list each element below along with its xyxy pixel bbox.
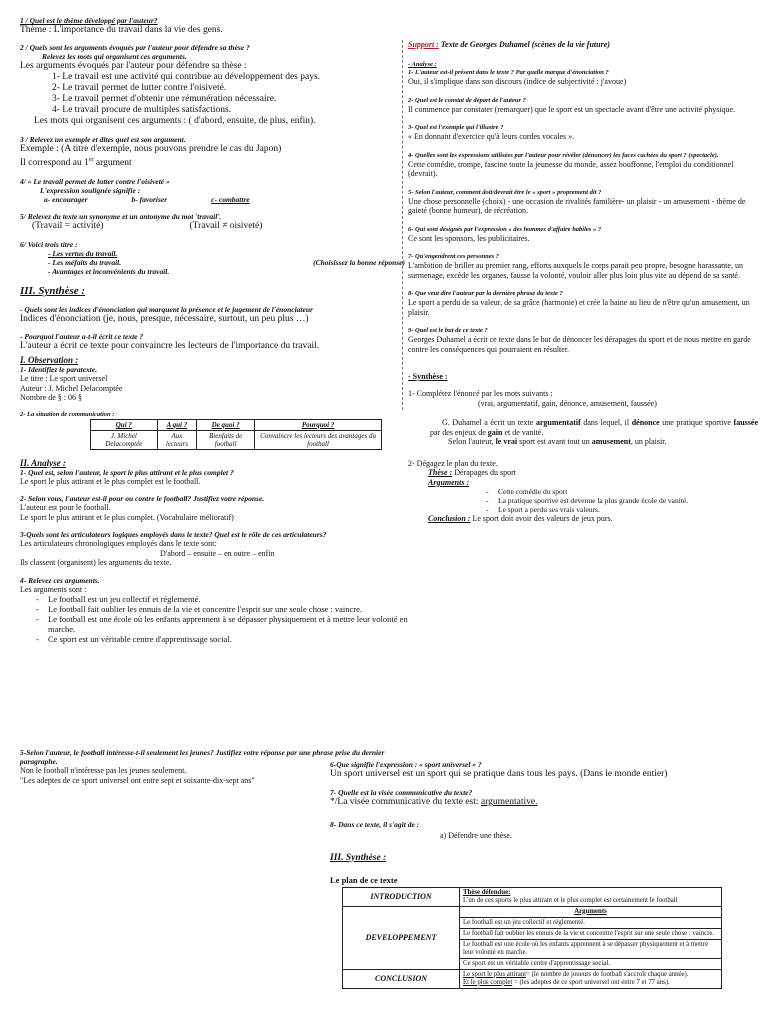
right-analyse-heading: - Analyse : <box>408 61 437 68</box>
question-5: 5/ Relevez du texte un synonyme et un antonyme du mot 'travail'. <box>20 212 222 222</box>
paratext-author: Auteur : J. Michel Delacomptée <box>20 383 123 393</box>
bottom-right-block <box>330 760 755 989</box>
analyse-answer-5b: "Les adeptes de ce sport universel ont entre sept et soixante-dix-sept ans" <box>20 775 255 785</box>
question-4: 4/ « Le travail permet de lutter contre l'oisiveté » <box>20 177 170 187</box>
communication-table <box>90 419 382 450</box>
analyse-answer-2b: Le sport le plus attirant et le plus complet. (Vocabulaire mélioratif) <box>20 512 234 522</box>
right-question-5: 5- Selon l'auteur, comment doit/devrait être le « sport » proprement dit ? <box>408 188 602 196</box>
title-option: - Les méfaits du travail. (Choisissez la bonne réponse) <box>48 258 405 268</box>
left-column-top <box>20 16 408 645</box>
right-answer-2: Il commence par constater (remarquer) que le sport est un spectacle avant d'être une activité physique. <box>408 104 736 114</box>
observation-question-2: 2- La situation de communication : <box>20 410 115 418</box>
right-answer-7: L'ambition de briller au premier rang, efforts auxquels le corps parait peu propre, besogne harassante, un surmenage, excède les organes, fausse la volonté, vouloir aller plus loin plus vite au dépend de sa santé. <box>408 261 743 280</box>
right-question-3: 3- Quel est l'exemple qui l'illustre ? <box>408 124 504 131</box>
right-answer-1: Oui, il s'implique dans son discours (indice de subjectivité : j'avoue) <box>408 77 627 86</box>
option-b: b- favoriser <box>131 195 168 205</box>
paratext-title: Le titre : Le sport universel <box>20 374 108 384</box>
answer-2-item: 4- Le travail procure de multiples satisfactions. <box>52 105 232 115</box>
answer-1: Thème : L'importance du travail dans la vie des gens. <box>20 25 223 35</box>
table-cell: Le football est une école où les enfants apprennent à se dépasser physiquement et à mettre leur volonté en marche. <box>460 939 722 958</box>
right-question-6: 6- Qui sont désignés par l'expression « des hommes d'affaire habiles » ? <box>408 225 602 233</box>
analyse-answer-3c: Ils classent (organisent) les arguments du texte. <box>20 558 172 568</box>
list-item: - Le football fait oublier les ennuis de la vie et concentre l'esprit sur une seule chose : vaincre. <box>48 604 418 614</box>
analyse-question-5: 5-Selon l'auteur, le football intéresse-t-il seulement les jeunes? Justifiez votre réponse par une phrase prise du dernier paragraphe. <box>20 748 385 766</box>
bottom-synthese-heading: III. Synthèse : <box>330 852 387 863</box>
option-c: c- combattre <box>211 195 250 205</box>
question-4b: L'expression soulignée signifie : <box>40 186 141 196</box>
analyse-answer-3b: D'abord – ensuite – en outre – enfin <box>160 548 275 558</box>
table-cell: Convaincre les lecteurs des avantages du football <box>255 430 382 449</box>
right-answer-5: Une chose personnelle (choix) - une occasion de rivalités familière- un plaisir - un amusement - thème de gaieté (bonne humeur), de récréation. <box>408 196 746 215</box>
right-question-4: 4- Quelles sont les expressions utilisées par l'auteur pour révéler (dénoncer) les faces cachées du sport ? (spectacle). <box>408 151 719 159</box>
col-header: Pourquoi ? <box>255 419 382 430</box>
list-item: - Le football est une école où les enfants apprennent à se dépasser physiquement et à mettre leur volonté en marche. <box>48 614 418 634</box>
support-line: Support : Texte de Georges Duhamel (scènes de la vie future) <box>408 40 610 49</box>
col-header: A qui ? <box>157 419 196 430</box>
arguments-list <box>20 594 418 644</box>
question-3: 3 / Relevez un exemple et dites quel est son argument. <box>20 135 186 144</box>
answer-2-item: 2- Le travail permet de lutter contre l'oisiveté. <box>52 83 227 93</box>
plan-introduction-cell: Thèse défendue: L'un de ces sports le plus attirant et le plus complet est certainement le football <box>460 887 722 906</box>
right-question-9: 9- Quel est le but de ce texte ? <box>408 327 488 334</box>
synthese-word-list: (vrai, argumentatif, gain, dénonce, amusement, faussée) <box>478 398 657 408</box>
right-column <box>408 40 758 524</box>
answer-6-universel: Un sport universel est un sport qui se pratique dans tous les pays. (Dans le monde entier) <box>330 769 668 779</box>
observation-heading: I. Observation : <box>20 355 79 366</box>
table-cell: Aux lecteurs <box>157 430 196 449</box>
synthese-exercise-1: 1- Complétez l'énoncé par les mots suivants : <box>408 389 553 398</box>
right-answer-3: « En donnant d'exercice qu'à leurs cordes vocales ». <box>408 132 575 141</box>
plan-developpement-label: DEVELOPPEMENT <box>343 906 460 969</box>
question-2b: Relevez les mots qui organisent ces arguments. <box>42 52 187 61</box>
table-cell: Ce sport est un véritable centre d'apprentissage social. <box>460 958 722 969</box>
col-header: De quoi ? <box>197 419 255 430</box>
right-question-1: 1- L'auteur est-il présent dans le texte ? Par quelle marque d'énonciation ? <box>408 69 609 76</box>
synthese-heading: III. Synthèse : <box>20 285 86 298</box>
list-item: - La pratique sportive est devenue la plus grande école de vanité. <box>498 496 758 505</box>
paratext-paragraphs: Nombre de § : 06 § <box>20 393 82 403</box>
plan-arguments-label: Arguments : <box>428 477 470 487</box>
list-item: - Le sport a perdu ses vrais valeurs. <box>498 505 758 514</box>
synthese-answer-2: L'auteur a écrit ce texte pour convaincre les lecteurs de l'importance du travail. <box>20 341 320 352</box>
list-item: - Ce sport est un véritable centre d'apprentissage social. <box>48 634 418 644</box>
answer-3-argument: Il correspond au 1er argument <box>20 157 132 169</box>
answer-7-visee: */La visée communicative du texte est: argumentative. <box>330 797 538 807</box>
antonym: (Travail ≠ oisiveté) <box>189 221 263 232</box>
option-a: a- encourager <box>44 195 88 205</box>
choice-note: (Choisissez la bonne réponse) <box>313 258 405 268</box>
right-answer-6: Ce sont les sponsors, les publicitaires. <box>408 233 530 243</box>
question-1: 1 / Quel est le thème développé par l'auteur? <box>20 16 158 25</box>
answer-3-example: Exemple : (A titre d'exemple, nous pouvons prendre le cas du Japon) <box>20 144 282 154</box>
right-answer-9: Georges Duhamel a écrit ce texte dans le but de dénoncer les dérapages du sport et de nous mettre en garde contre les conséquences qui pourraient en résulter. <box>408 335 751 354</box>
synthese-exercise-2: 2- Dégagez le plan du texte. <box>408 458 498 468</box>
analyse-answer-2a: L'auteur est pour le football. <box>20 503 111 513</box>
table-cell: J. Michel Delacomptée <box>91 430 158 449</box>
question-6-universel: 6-Que signifie l'expression : « sport universel » ? <box>330 760 482 769</box>
list-item: - Cette comédie du sport <box>498 487 758 496</box>
plan-conclusion-label: CONCLUSION <box>343 969 460 988</box>
question-7-visee: 7- Quelle est la visée communicative du texte? <box>330 788 473 797</box>
plan-arguments-header: Arguments <box>460 906 722 917</box>
analyse-answer-1: Le sport le plus attirant et le plus complet est le football. <box>20 476 201 486</box>
right-answer-4: Cette comédie, trompe, fascine toute la jeunesse du monde, assez bouffonne, l'emploi du conditionnel (devrait). <box>408 159 734 178</box>
answer-2-item: 1- Le travail est une activité qui contribue au développement des pays. <box>52 72 321 82</box>
analyse-answer-5a: Non le football n'intéresse pas les jeunes seulement. <box>20 766 187 775</box>
synthese-question-1: - Quels sont les indices d'énonciation qui marquent la présence et le jugement de l'énonciateur <box>20 305 313 315</box>
plan-conclusion: Conclusion : Le sport doit avoir des valeurs de jeux purs. <box>428 514 613 523</box>
question-8-thesis: 8- Dans ce texte, il s'agit de : <box>330 820 420 829</box>
plan-table <box>342 887 722 989</box>
answer-2-intro: Les arguments évoqués par l'auteur pour défendre sa thèse : <box>20 61 247 71</box>
right-question-7: 7- Qu'engendrent ces personnes ? <box>408 253 500 260</box>
question-2: 2 / Quels sont les arguments évoqués par l'auteur pour défendre sa thèse ? <box>20 43 250 52</box>
answer-2-words: Les mots qui organisent ces arguments : ( d'abord, ensuite, de plus, enfin). <box>34 116 316 126</box>
analyse-question-4: 4- Relevez ces arguments. <box>20 575 100 585</box>
plan-table-title: Le plan de ce texte <box>330 874 398 885</box>
table-cell: Le football est un jeu collectif et réglementé. <box>460 917 722 928</box>
synthese-answer-1: Indices d'énonciation (je, nous, presque, nécessaire, surtout, un peu plus …) <box>20 314 309 325</box>
analyse-answer-4: Les arguments sont : <box>20 584 87 594</box>
answer-5 <box>20 221 405 232</box>
question-4-options <box>20 195 405 204</box>
col-header: Qui ? <box>91 419 158 430</box>
title-option: - Les vertus du travail. <box>48 249 118 259</box>
table-cell: Le football fait oublier les ennuis de la vie et concentre l'esprit sur une seule chose : vaincre. <box>460 928 722 939</box>
analyse-question-1: 1- Quel est, selon l'auteur, le sport le plus attirant et le plus complet ? <box>20 467 234 477</box>
right-synthese-heading: - Synthèse : <box>408 372 448 381</box>
analyse-heading: II. Analyse : <box>20 457 66 468</box>
plan-arguments-list <box>408 487 758 514</box>
list-item: - Le football est un jeu collectif et réglementé. <box>48 594 418 604</box>
synonym: (Travail = activité) <box>32 221 104 232</box>
plan-these: Thèse : Dérapages du sport <box>428 468 516 477</box>
title-option: - Avantages et inconvénients du travail. <box>48 267 170 277</box>
right-answer-8: Le sport a perdu de sa valeur, de sa grâce (harmonie) et crée la haine au lieu de n'être qu'un amusement, un plaisir. <box>408 298 750 317</box>
answer-2-item: 3- Le travail permet d'obtenir une rémunération nécessaire. <box>52 94 277 104</box>
analyse-answer-3a: Les articulateurs chronologiques employés dans le texte sont: <box>20 539 217 549</box>
synthese-question-2: - Pourquoi l'auteur a-t-il écrit ce texte ? <box>20 332 144 342</box>
synthese-completed-text: G. Duhamel a écrit un texte argumentatif dans lequel, il dénonce une pratique sportive faussée par des enjeux de gain et de vanité. Selon l'auteur, le vrai sport est avant tout un amusement, un plaisir. <box>430 418 758 446</box>
right-question-8: 8- Que veut dire l'auteur par la dernière phrase du texte ? <box>408 290 563 297</box>
column-divider <box>402 40 403 410</box>
right-question-2: 2- Quel est le constat de départ de l'auteur ? <box>408 96 526 104</box>
answer-8-thesis: a) Défendre une thèse. <box>440 831 512 840</box>
observation-question-1: 1- Identifiez le paratexte. <box>20 365 98 375</box>
plan-conclusion-cell: Le sport le plus attirant= (le nombre de joueurs de football s'accroît chaque année). Et le plus complet = (les adeptes de ce sport universel ont entre 7 et 77 ans). <box>460 969 722 988</box>
plan-introduction-label: INTRODUCTION <box>343 887 460 906</box>
analyse-question-2: 2- Selon vous, l'auteur est-il pour ou contre le football? Justifiez votre réponse. <box>20 494 265 504</box>
question-6: 6/ Voici trois titre : <box>20 240 78 250</box>
table-cell: Bienfaits de football <box>197 430 255 449</box>
analyse-question-3: 3-Quels sont les articulateurs logiques employés dans le texte? Quel est le rôle de ces articulateurs? <box>20 530 327 540</box>
